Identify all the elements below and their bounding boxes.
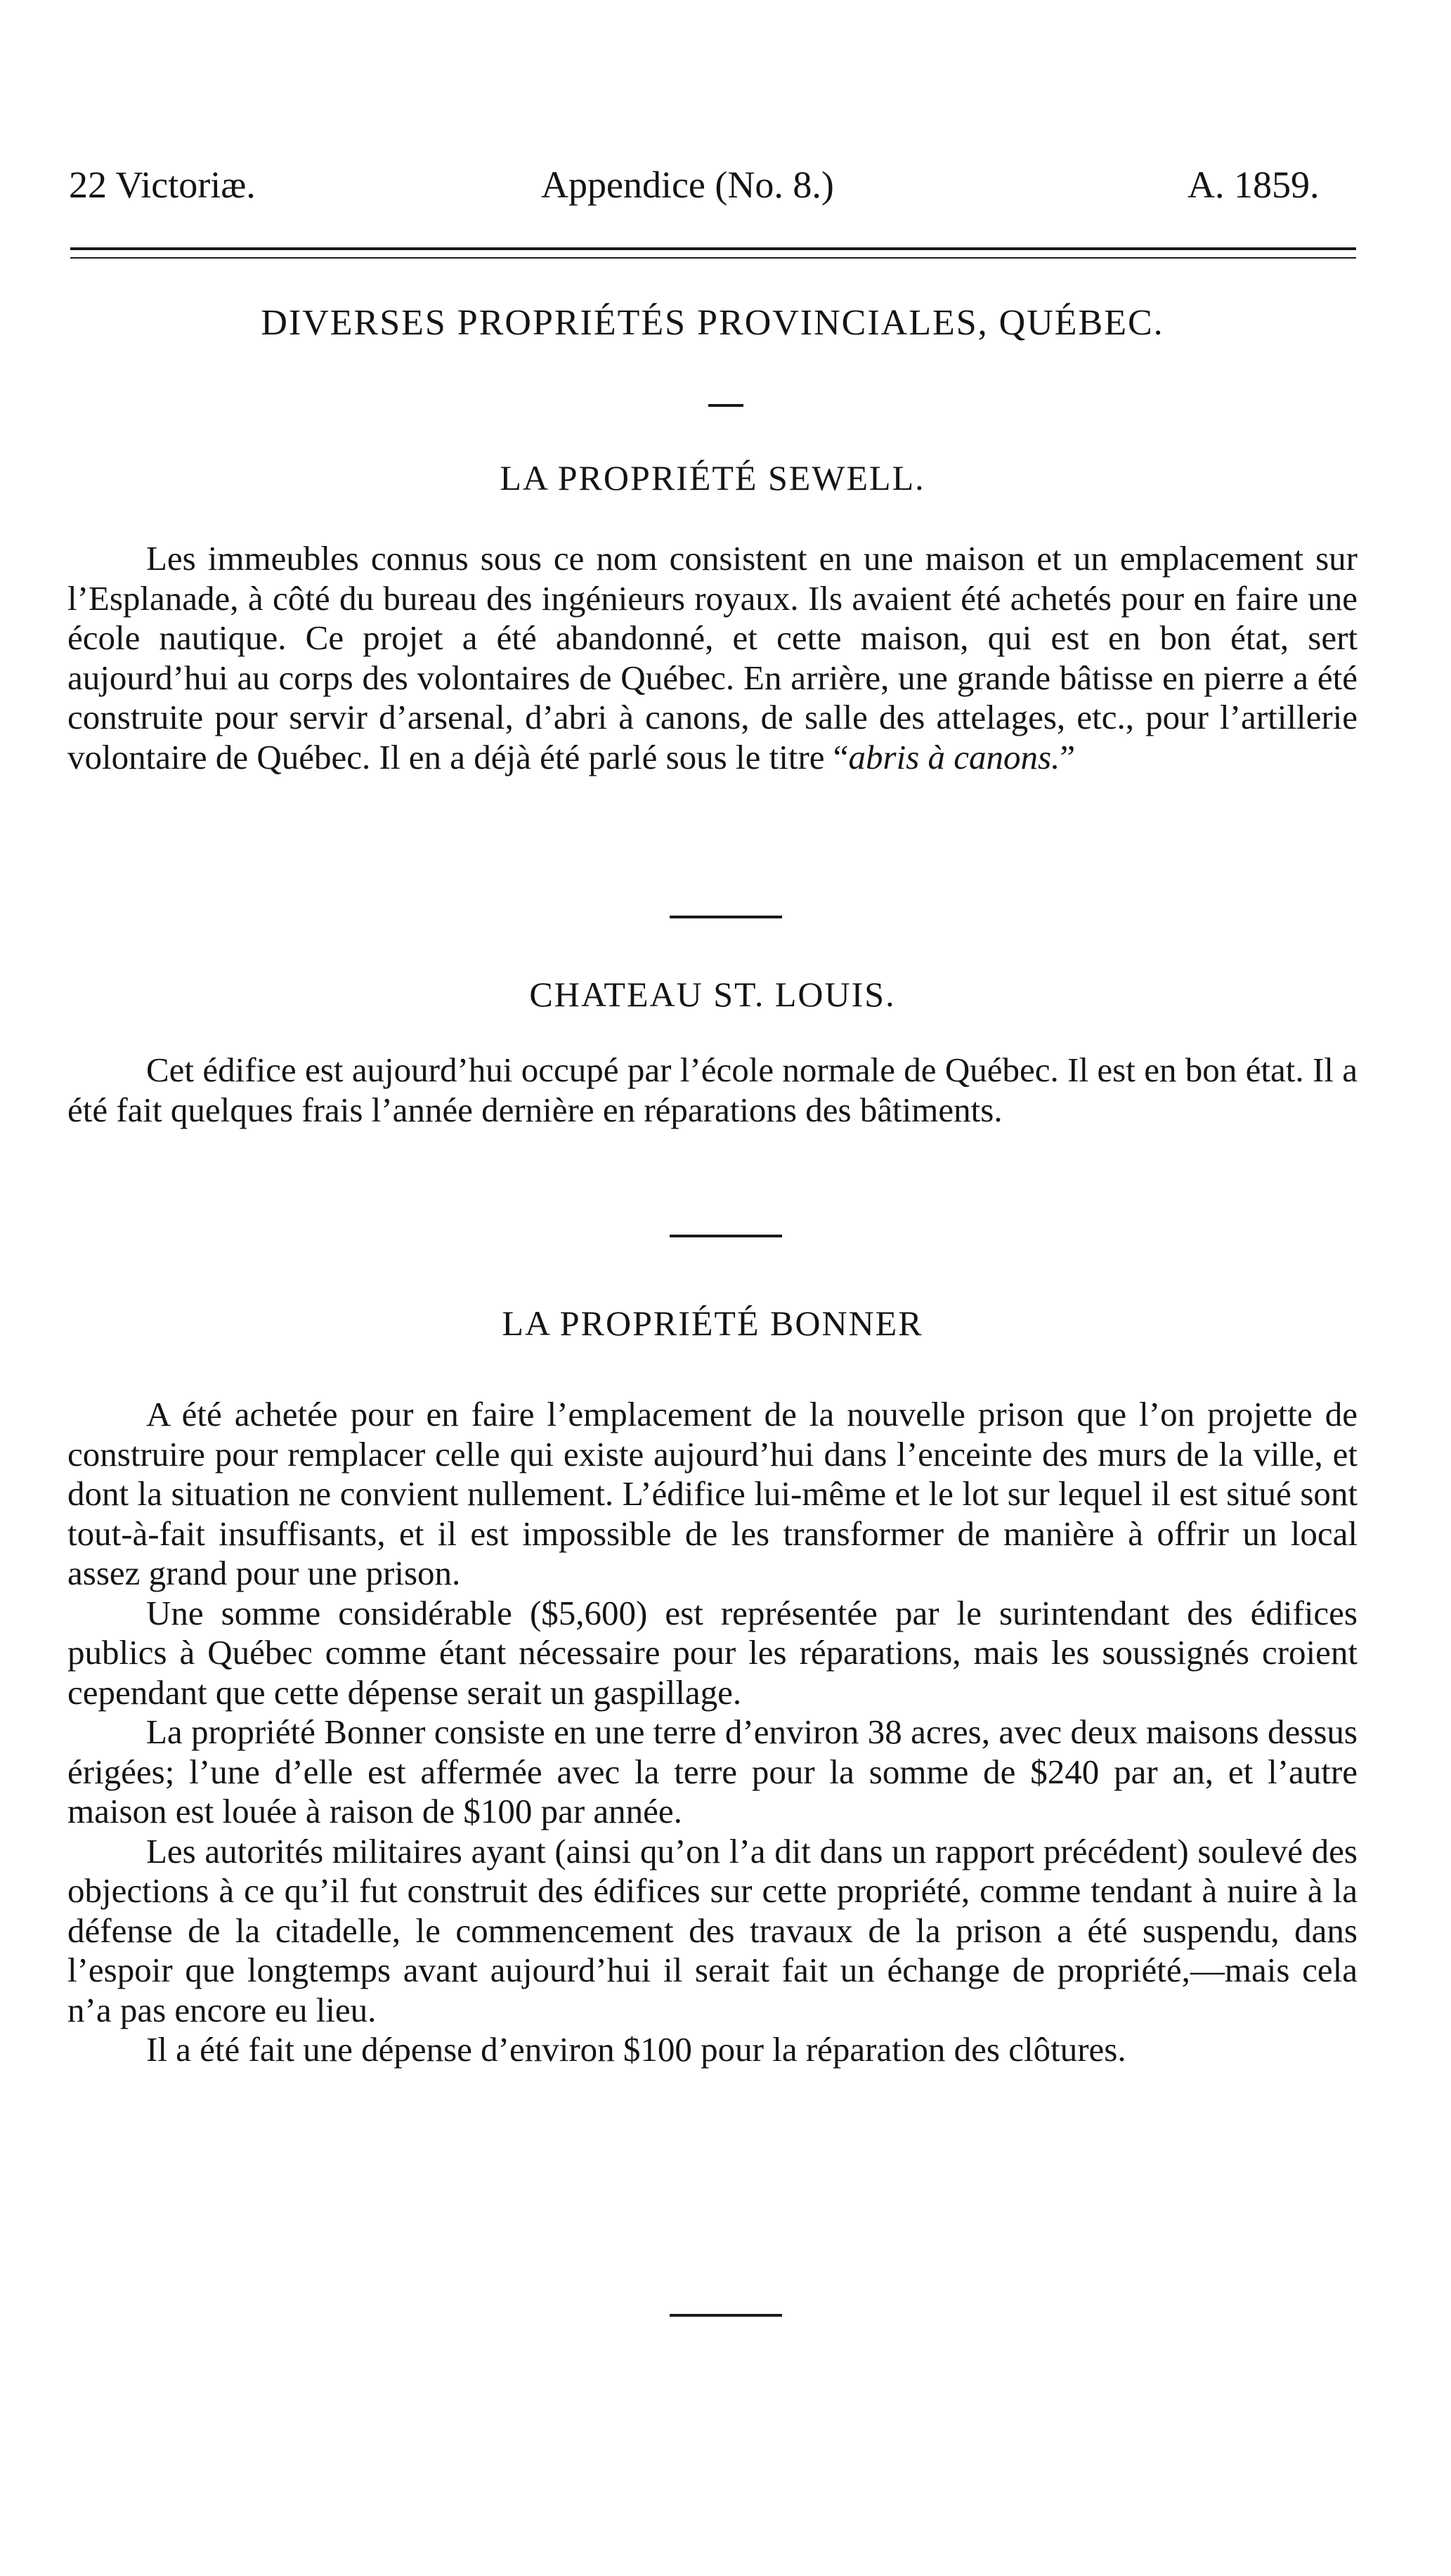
- paragraph: Il a été fait une dépense d’environ $100 pour la réparation des clôtures.: [146, 2030, 1126, 2069]
- paragraph: Cet édifice est aujourd’hui occupé par l’école normale de Québec. Il est en bon état. Il a été fait quelques frais l’année dernière en réparations des bâtiments.: [67, 1050, 1358, 1129]
- closing-divider: [670, 2314, 782, 2317]
- section-bonner: [67, 1299, 1358, 1348]
- main-title-block: [67, 299, 1358, 348]
- section-heading: LA PROPRIÉTÉ SEWELL.: [500, 458, 925, 497]
- section-chateau: [67, 970, 1358, 1019]
- paragraph: La propriété Bonner consiste en une terre d’environ 38 acres, avec deux maisons dessus érigées; l’une d’elle est affermée avec la terre pour la somme de $240 par an, et l’autre maison est louée à raison de $100 par année.: [67, 1712, 1358, 1830]
- section-chateau-body: [67, 1050, 1358, 1130]
- section-sewell: [67, 453, 1358, 502]
- header-session: 22 Victoriæ.: [69, 164, 256, 206]
- section-heading: LA PROPRIÉTÉ BONNER: [502, 1303, 923, 1343]
- main-title: DIVERSES PROPRIÉTÉS PROVINCIALES, QUÉBEC.: [261, 303, 1164, 343]
- paragraph: Une somme considérable ($5,600) est représentée par le surintendant des édifices publics à Québec comme étant nécessaire pour les réparations, mais les soussignés croient cependant que cette dépense serait un gaspillage.: [67, 1593, 1358, 1712]
- header-appendix: Appendice (No. 8.): [541, 164, 834, 206]
- header-year: A. 1859.: [1188, 164, 1320, 206]
- paragraph: [67, 539, 1358, 777]
- title-dash: [708, 404, 743, 407]
- section-divider: [670, 916, 782, 918]
- paragraph-text: Les immeubles connus sous ce nom consistent en une maison et un emplacement sur l’Esplanade, à côté du bureau des ingénieurs royaux. Ils avaient été achetés pour en faire une école nautique. Ce projet a été abandonné, et cette maison, qui est en bon état, sert aujourd’hui au corps des volontaires de Québec. En arrière, une grande bâtisse en pierre a été construite pour servir d’arsenal, d’abri à canons, de salle des attelages, etc., pour l’artillerie volontaire de Québec. Il en a déjà été parlé sous le titre “: [67, 539, 1358, 776]
- paragraph: A été achetée pour en faire l’emplacement de la nouvelle prison que l’on projette de construire pour remplacer celle qui existe aujourd’hui dans l’enceinte des murs de la ville, et dont la situation ne convient nullement. L’édifice lui-même et le lot sur lequel il est situé sont tout-à-fait insuffisants, et il est impossible de les transformer de manière à offrir un local assez grand pour une prison.: [67, 1395, 1358, 1592]
- paragraph: Les autorités militaires ayant (ainsi qu’on l’a dit dans un rapport précédent) soulevé des objections à ce qu’il fut construit des édifices sur cette propriété, comme tendant à nuire à la défense de la citadelle, le commencement des travaux de la prison a été suspendu, dans l’espoir que longtemps avant aujourd’hui il serait fait un échange de propriété,—mais cela n’a pas encore eu lieu.: [67, 1831, 1358, 2029]
- paragraph-tail: ”: [1060, 737, 1076, 776]
- section-sewell-body: [67, 539, 1358, 777]
- section-bonner-body: [67, 1395, 1358, 2070]
- running-header: [0, 160, 1451, 209]
- section-divider: [670, 1235, 782, 1237]
- header-double-rule: [70, 247, 1356, 259]
- section-heading: CHATEAU ST. LOUIS.: [529, 975, 896, 1014]
- paragraph-italic: abris à canons.: [848, 737, 1060, 776]
